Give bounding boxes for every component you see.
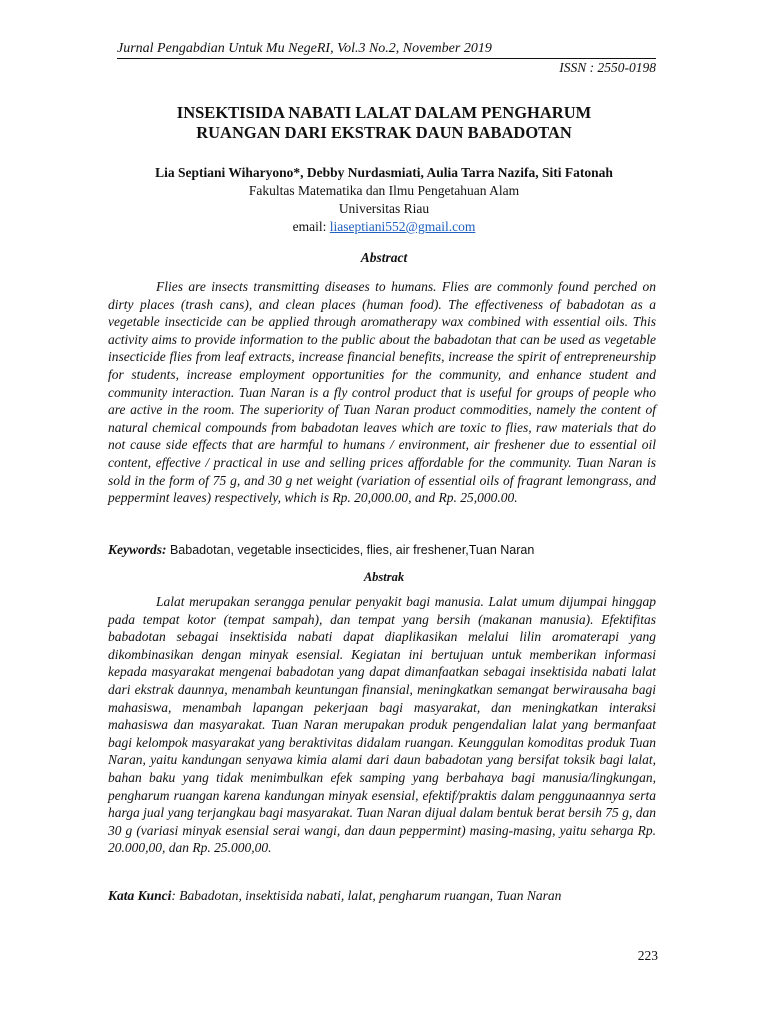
paper-title-line-2: RUANGAN DARI EKSTRAK DAUN BABADOTAN [196,123,572,142]
paper-title-line-1: INSEKTISIDA NABATI LALAT DALAM PENGHARUM [176,103,592,122]
keywords-label: Keywords: [108,542,167,557]
abstrak-heading: Abstrak [363,570,405,584]
keywords-text: Babadotan, vegetable insecticides, flies, air freshener,Tuan Naran [166,543,535,557]
page-number: 223 [637,948,658,963]
abstract-text: Flies are insects transmitting diseases to humans. Flies are commonly found perched on dirty places (trash cans), and clean places (human food). The effectiveness of babadotan as a vegetable insecticide can be applied through aromatherapy wax combined with essential oils. This activity aims to provide information to the public about the babadotan that can be used as vegetable insecticide flies from leaf extracts, increase financial benefits, increase the spirit of entrepreneurship for students, increase employment opportunities for the community, and enhance student and community interaction. Tuan Naran is a fly control product that is useful for groups of people who are active in the room. The superiority of Tuan Naran product commodities, namely the content of natural chemical compounds from babadotan leaves which are toxic to flies, raw materials that do not cause side effects that are harmful to humans / environment, air freshener due to essential oil content, effective / practical in use and selling prices affordable for the community. Tuan Naran is sold in the form of 75 g, and 30 g net weight (variation of essential oils of fragrant lemongrass, and peppermint leaves) respectively, which is Rp. 20,000.00, and Rp. 25,000.00. [108,279,656,506]
kata-kunci-label: Kata Kunci [108,888,172,903]
affiliation-university: Universitas Riau [338,201,430,216]
author-names: Lia Septiani Wiharyono*, Debby Nurdasmiati, Aulia Tarra Nazifa, Siti Fatonah [155,165,613,180]
keywords [108,541,656,559]
paper-title [60,103,708,143]
affiliation-faculty: Fakultas Matematika dan Ilmu Pengetahuan Alam [248,183,520,198]
journal-header: Jurnal Pengabdian Untuk Mu NegeRI, Vol.3 No.2, November 2019 [117,41,656,59]
email-link[interactable]: liaseptiani552@gmail.com [329,219,476,234]
kata-kunci-text: : Babadotan, insektisida nabati, lalat, pengharum ruangan, Tuan Naran [171,888,562,903]
abstract-heading: Abstract [360,250,408,265]
kata-kunci [108,887,656,904]
email-label: email: [292,219,330,234]
email-line [60,218,708,236]
issn: ISSN : 2550-0198 [559,60,656,75]
author-block [60,164,708,236]
abstrak-text: Lalat merupakan serangga penular penyakit bagi manusia. Lalat umum dijumpai hinggap pada tempat kotor (tempat sampah), dan tempat yang bersih (makanan manusia). Efektifitas babadotan sebagai insektisida nabati dapat diaplikasikan melalui lilin aromaterapi yang dikombinasikan dengan minyak esensial. Kegiatan ini bertujuan untuk memberikan informasi kepada masyarakat mengenai babadotan yang dapat dimanfaatkan sebagai insektisida nabati lalat dari ekstrak daunnya, menambah keuntungan finansial, meningkatkan semangat berwirausaha bagi mahasiswa, menambah lapangan pekerjaan bagi masyarakat, dan meningkatkan interaksi mahasiswa dan masyarakat. Tuan Naran merupakan produk pengendalian lalat yang bermanfaat bagi kelompok masyarakat yang beraktivitas didalam ruangan. Keunggulan komoditas produk Tuan Naran, yaitu kandungan senyawa kimia alami dari daun babadotan yang bersifat toksik bagi lalat, bahan baku yang tidak menimbulkan efek samping yang berbahaya bagi manusia/lingkungan, pengharum ruangan karena kandungan minyak esensial, efektif/praktis dalam penggunaannya serta harga jual yang terjangkau bagi masyarakat. Tuan Naran dijual dalam bentuk berat bersih 75 g, dan 30 g (variasi minyak esensial serai wangi, dan daun peppermint) masing-masing, yaitu seharga Rp. 20.000,00, dan Rp. 25.000,00. [108,594,656,856]
